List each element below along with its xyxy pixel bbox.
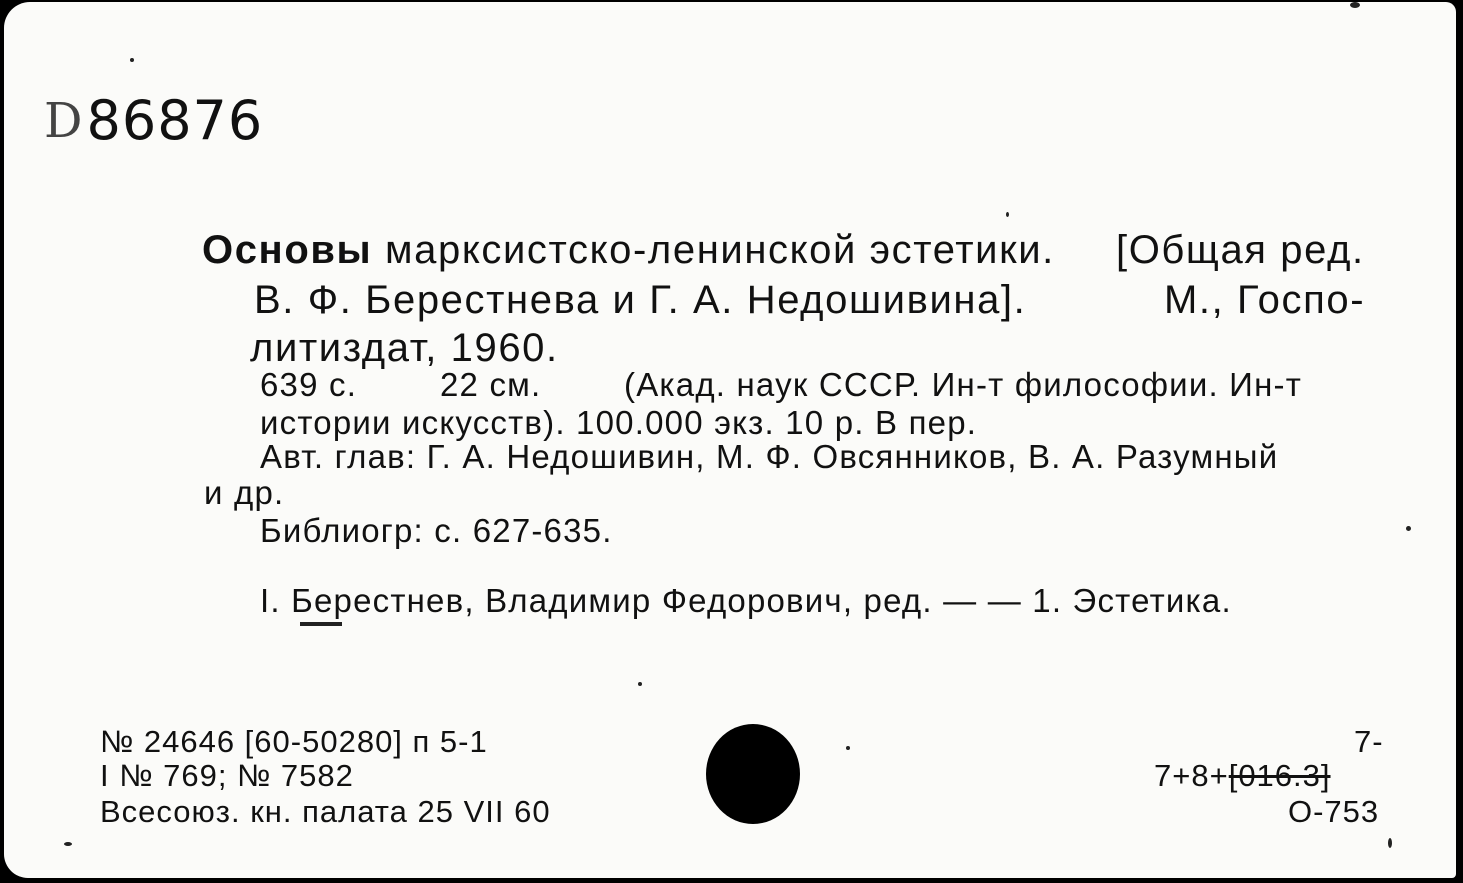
- catalog-card: [4, 2, 1456, 878]
- footer-left-line-3: Всесоюз. кн. палата 25 VII 60: [100, 794, 551, 829]
- size: 22 см.: [440, 366, 542, 403]
- authors-line-1: Авт. глав: Г. А. Недошивин, М. Ф. Овсянников, В. А. Разумный: [260, 438, 1279, 475]
- speck: [1006, 212, 1009, 217]
- struck-classification: [016.3]: [1228, 758, 1331, 793]
- speck: [1350, 2, 1360, 8]
- footer-left-line-2: I № 769; № 7582: [100, 758, 354, 793]
- speck: [1406, 526, 1411, 531]
- footer-left-line-1: № 24646 [60-50280] п 5-1: [100, 724, 488, 759]
- footer-right-line-1: 7-: [1354, 724, 1384, 759]
- underline-mark: [300, 622, 342, 626]
- publisher-year: литиздат, 1960.: [250, 326, 559, 370]
- speck: [846, 746, 850, 750]
- classification-numbers: 7+8+: [1154, 758, 1229, 793]
- series-line-2: истории искусств). 100.000 экз. 10 р. В пер.: [260, 404, 978, 441]
- footer-right-line-2: [1154, 758, 1331, 794]
- editors-line: В. Ф. Берестнева и Г. А. Недошивина].: [254, 278, 1027, 322]
- speck: [64, 842, 72, 846]
- call-number-value: 86876: [86, 89, 264, 152]
- publisher-place: М., Госпо-: [1164, 278, 1366, 322]
- title-line: [202, 228, 1055, 273]
- editor-note: [Общая ред.: [1116, 228, 1365, 272]
- pages: 639 с.: [260, 366, 358, 403]
- series-line-1: (Акад. наук СССР. Ин-т философии. Ин-т: [624, 366, 1303, 403]
- authors-line-2: и др.: [204, 474, 285, 511]
- bibliography: Библиогр: с. 627-635.: [260, 512, 613, 549]
- speck: [130, 58, 134, 62]
- call-number-letter: D: [44, 93, 83, 149]
- speck: [1388, 838, 1392, 848]
- call-number: [44, 78, 264, 152]
- punch-hole: [706, 724, 800, 824]
- title-rest: марксистско-ленинской эстетики.: [385, 228, 1055, 272]
- speck: [638, 682, 642, 686]
- tracings: I. Берестнев, Владимир Федорович, ред. — — 1. Эстетика.: [260, 582, 1232, 619]
- title-word: Основы: [202, 228, 373, 272]
- footer-right-line-3: О-753: [1288, 794, 1380, 829]
